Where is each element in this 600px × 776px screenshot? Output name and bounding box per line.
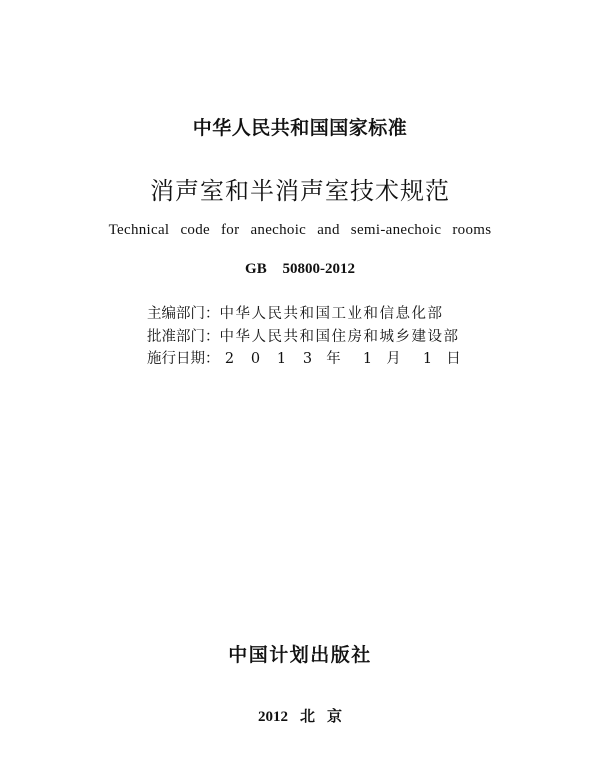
publication-place-year	[0, 705, 600, 726]
effective-year-digit: 2	[224, 351, 235, 367]
standard-code: GB 50800-2012	[245, 261, 355, 277]
approval-department-value: 中华人民共和国住房和城乡建设部	[219, 329, 460, 345]
effective-date-value	[220, 351, 478, 367]
effective-month-unit: 月	[386, 351, 401, 367]
effective-year-digit: 1	[276, 351, 287, 367]
effective-date-line	[147, 347, 478, 368]
effective-year-digit: 3	[302, 351, 313, 367]
document-title-english: Technical code for anechoic and semi-anechoic rooms	[108, 222, 492, 238]
publication-city-char: 北	[299, 709, 315, 725]
effective-day-unit: 日	[446, 351, 461, 367]
effective-year-unit: 年	[326, 351, 341, 367]
approval-department-label: 批准部门：	[147, 329, 220, 345]
editor-department-label: 主编部门：	[147, 306, 220, 322]
document-title-chinese: 消声室和半消声室技术规范	[150, 177, 450, 205]
effective-day: 1	[422, 351, 433, 367]
publisher-name: 中国计划出版社	[228, 644, 372, 666]
effective-month: 1	[362, 351, 373, 367]
editor-department-line	[147, 302, 444, 323]
approval-department-line	[147, 325, 460, 346]
publication-year: 2012	[257, 709, 288, 725]
effective-date-label: 施行日期：	[147, 351, 220, 367]
effective-year-digit: 0	[250, 351, 261, 367]
standard-series-title: 中华人民共和国国家标准	[192, 117, 408, 139]
publication-city-char: 京	[327, 709, 343, 725]
editor-department-value: 中华人民共和国工业和信息化部	[219, 306, 444, 322]
